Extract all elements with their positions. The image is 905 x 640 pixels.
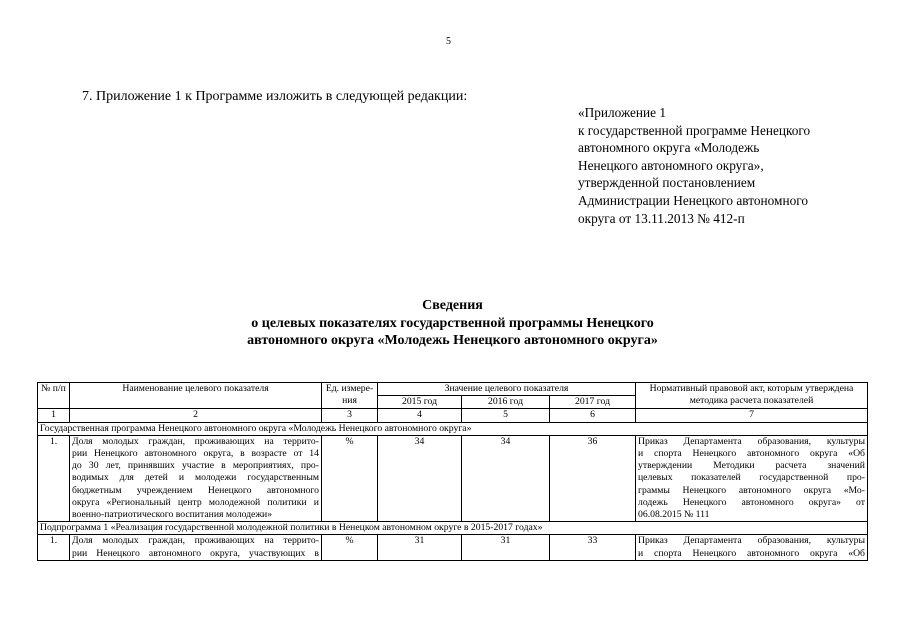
header-num: № п/п — [38, 383, 70, 409]
table-row — [38, 535, 868, 560]
column-number: 4 — [378, 409, 462, 422]
table-row — [38, 435, 868, 521]
appendix-line: Ненецкого автономного округа», — [578, 157, 764, 173]
header-year-2015: 2015 год — [378, 396, 462, 409]
column-number: 1 — [38, 409, 70, 422]
value-2017: 36 — [550, 435, 636, 521]
column-number: 6 — [550, 409, 636, 422]
row-num: 1. — [38, 535, 70, 560]
indicator-name — [70, 435, 322, 521]
appendix-line: к государственной программе Ненецкого — [578, 122, 811, 138]
normative-act-line: Приказ Департамента образования, культуры — [638, 435, 865, 447]
indicator-name-line: до 30 лет, принявших участие в мероприятиях, про- — [72, 460, 319, 472]
appendix-line: автономного округа «Молодежь — [578, 140, 760, 156]
header-act: Нормативный правовой акт, которым утверждена методика расчета показателей — [636, 383, 868, 409]
value-2015: 31 — [378, 535, 462, 560]
normative-act — [636, 435, 868, 521]
title-line: о целевых показателях государственной программы Ненецкого — [251, 315, 654, 331]
header-year-2016: 2016 год — [462, 396, 550, 409]
normative-act-line: утверждении Методики расчета значений — [638, 460, 865, 472]
column-number: 2 — [70, 409, 322, 422]
header-value-group: Значение целевого показателя — [378, 383, 636, 396]
indicator-name-line: Доля молодых граждан, проживающих на террито- — [72, 535, 319, 547]
unit-cell: % — [322, 535, 378, 560]
appendix-line: «Приложение 1 — [578, 105, 666, 120]
value-2015: 34 — [378, 435, 462, 521]
normative-act-line: и спорта Ненецкого автономного округа «Об — [638, 448, 865, 460]
value-2016: 31 — [462, 535, 550, 560]
normative-act — [636, 535, 868, 560]
indicator-name-line: рии Ненецкого автономного округа, участвующих в — [72, 547, 319, 559]
column-number: 7 — [636, 409, 868, 422]
header-year-2017: 2017 год — [550, 396, 636, 409]
indicator-name-line: бюджетным учреждением Ненецкого автономного — [72, 484, 319, 496]
column-number-row — [38, 409, 868, 422]
section-row-subprogram — [38, 522, 868, 535]
title-line: Сведения — [422, 298, 483, 313]
normative-act-line: Приказ Департамента образования, культуры — [638, 535, 865, 547]
indicators-table — [37, 382, 868, 561]
section-row-program — [38, 422, 868, 435]
indicator-name-line: Доля молодых граждан, проживающих на террито- — [72, 435, 319, 447]
normative-act-line: 06.08.2015 № 111 — [638, 509, 710, 521]
indicator-name — [70, 535, 322, 560]
appendix-line: утвержденной постановлением — [578, 175, 756, 191]
normative-act-line: лодежь Ненецкого автономного округа» от — [638, 496, 865, 508]
column-number: 3 — [322, 409, 378, 422]
header-unit: Ед. измере-ния — [322, 383, 378, 409]
appendix-line: округа от 13.11.2013 № 412-п — [578, 210, 745, 226]
column-number: 5 — [462, 409, 550, 422]
item-intro-text: 7. Приложение 1 к Программе изложить в следующей редакции: — [82, 89, 468, 104]
appendix-header — [578, 104, 810, 227]
indicator-name-line: округа «Региональный центр молодежной политики и — [72, 496, 319, 508]
header-name: Наименование целевого показателя — [70, 383, 322, 409]
row-num: 1. — [38, 435, 70, 521]
unit-cell: % — [322, 435, 378, 521]
indicator-name-line: военно-патриотического воспитания молодежи» — [72, 509, 273, 521]
indicator-name-line: рии Ненецкого автономного округа, в возрасте от 14 — [72, 448, 319, 460]
normative-act-line: и спорта Ненецкого автономного округа «Об — [638, 547, 865, 559]
normative-act-line: граммы Ненецкого автономного округа «Мо- — [638, 484, 865, 496]
value-2017: 33 — [550, 535, 636, 560]
normative-act-line: целевых показателей государственной про- — [638, 472, 865, 484]
value-2016: 34 — [462, 435, 550, 521]
indicator-name-line: водимых для детей и молодежи государственным — [72, 472, 319, 484]
document-title — [0, 297, 905, 350]
page-number: 5 — [446, 36, 451, 47]
appendix-line: Администрации Ненецкого автономного — [578, 192, 808, 208]
section-title: Подпрограмма 1 «Реализация государственной молодежной политики в Ненецком автономном округе в 2015-2017 годах» — [38, 522, 868, 535]
section-title: Государственная программа Ненецкого автономного округа «Молодежь Ненецкого автономного округа» — [38, 422, 868, 435]
title-line: автономного округа «Молодежь Ненецкого автономного округа» — [247, 333, 658, 348]
